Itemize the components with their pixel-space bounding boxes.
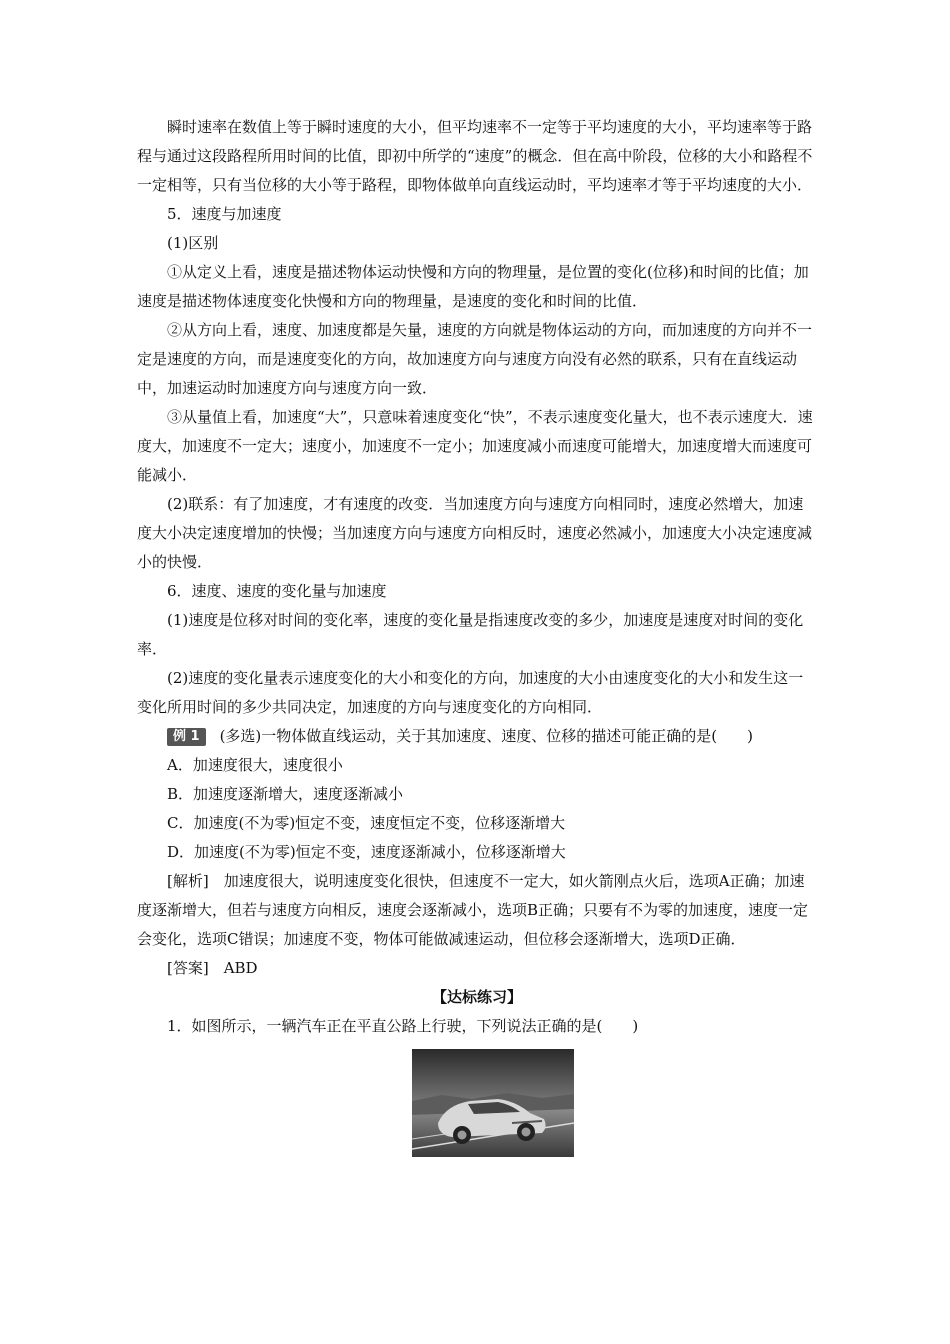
paragraph-average-speed: 瞬时速率在数值上等于瞬时速度的大小，但平均速率不一定等于平均速度的大小，平均速率等于路程与通过这段路程所用时间的比值，即初中所学的“速度”的概念．但在高中阶段，位移的大小和路程不一定相等，只有当位移的大小等于路程，即物体做单向直线运动时，平均速率才等于平均速度的大小． — [137, 118, 813, 194]
point-rate: (1)速度是位移对时间的变化率，速度的变化量是指速度改变的多少，加速度是速度对时间的变化率． — [137, 611, 804, 658]
document-page — [137, 113, 817, 1157]
practice-heading: 【达标练习】 — [431, 988, 522, 1006]
heading-6: 6．速度、速度的变化量与加速度 — [167, 582, 387, 600]
heading-5: 5．速度与加速度 — [167, 205, 282, 223]
car-photo — [412, 1049, 574, 1157]
point-magnitude: ③从量值上看，加速度“大”，只意味着速度变化“快”，不表示速度变化量大，也不表示速度大．速度大，加速度不一定大；速度小，加速度不一定小；加速度减小而速度可能增大，加速度增大而速度可能减小． — [137, 408, 813, 484]
example-question-text: (多选)一物体做直线运动，关于其加速度、速度、位移的描述可能正确的是( ) — [219, 727, 753, 745]
point-change: (2)速度的变化量表示速度变化的大小和变化的方向，加速度的大小由速度变化的大小和发生这一变化所用时间的多少共同决定，加速度的方向与速度变化的方向相同． — [137, 669, 804, 716]
option-d: D．加速度(不为零)恒定不变，速度逐渐减小，位移逐渐增大 — [167, 843, 566, 861]
example-tag: 例 1 — [167, 728, 206, 746]
analysis: [解析] 加速度很大，说明速度变化很快，但速度不一定大，如火箭刚点火后，选项A正确；加速度逐渐增大，但若与速度方向相反，速度会逐渐减小，选项B正确；只要有不为零的加速度，速度一定会变化，选项C错误；加速度不变，物体可能做减速运动，但位移会逐渐增大，选项D正确． — [137, 872, 809, 948]
answer: [答案] ABD — [167, 959, 258, 977]
practice-question-1: 1．如图所示，一辆汽车正在平直公路上行驶，下列说法正确的是( ) — [167, 1017, 639, 1035]
example-question — [137, 722, 817, 751]
option-b: B．加速度逐渐增大，速度逐渐减小 — [167, 785, 404, 803]
point-direction: ②从方向上看，速度、加速度都是矢量，速度的方向就是物体运动的方向，而加速度的方向并不一定是速度的方向，而是速度变化的方向，故加速度方向与速度方向没有必然的联系，只有在直线运动中，加速运动时加速度方向与速度方向一致． — [137, 321, 813, 397]
option-c: C．加速度(不为零)恒定不变，速度恒定不变，位移逐渐增大 — [167, 814, 566, 832]
subheading-difference: (1)区别 — [167, 234, 219, 252]
point-definition: ①从定义上看，速度是描述物体运动快慢和方向的物理量，是位置的变化(位移)和时间的比值；加速度是描述物体速度变化快慢和方向的物理量，是速度的变化和时间的比值． — [137, 263, 809, 310]
point-relation: (2)联系：有了加速度，才有速度的改变．当加速度方向与速度方向相同时，速度必然增大，加速度大小决定速度增加的快慢；当加速度方向与速度方向相反时，速度必然减小，加速度大小决定速度减小的快慢． — [137, 495, 813, 571]
option-a: A．加速度很大，速度很小 — [167, 756, 343, 774]
